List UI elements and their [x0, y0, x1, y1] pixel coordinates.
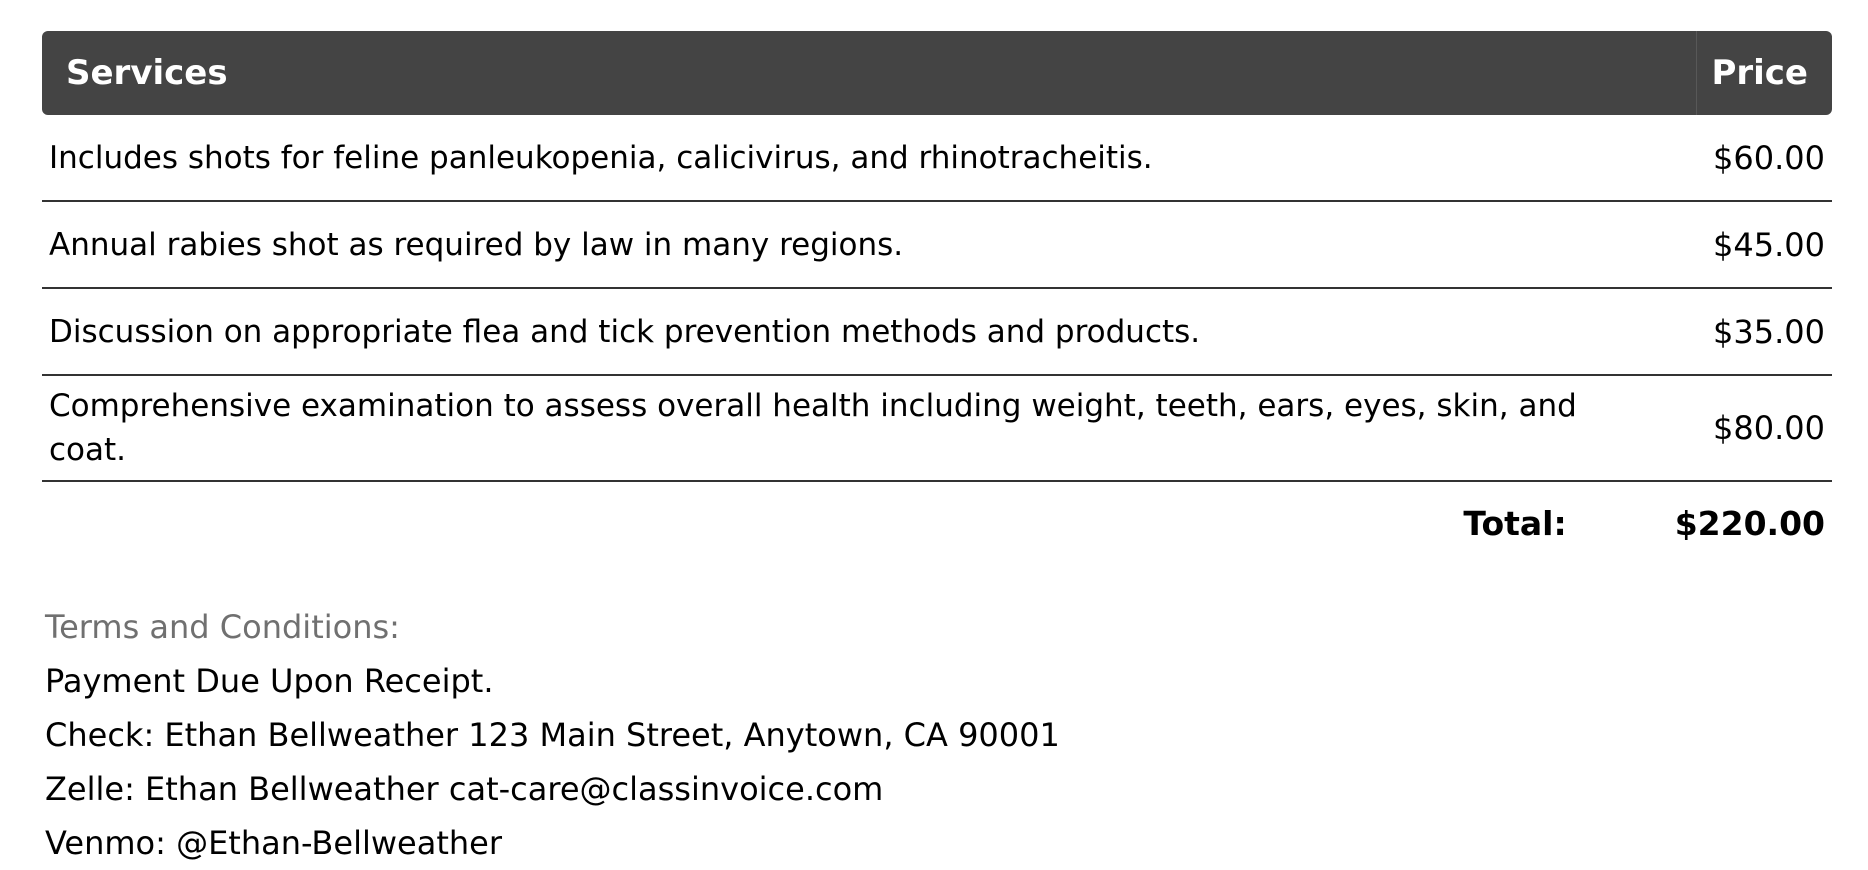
- zelle-payment-info: Zelle: Ethan Bellweather cat-care@classinvoice.com: [45, 770, 884, 808]
- terms-section: [45, 600, 1060, 870]
- total-label: Total:: [1463, 504, 1567, 543]
- price-column-header: Price: [1696, 31, 1832, 115]
- table-row: [42, 115, 1832, 202]
- services-table: [42, 31, 1832, 565]
- table-row: [42, 202, 1832, 289]
- table-row: [42, 289, 1832, 376]
- venmo-payment-info: Venmo: @Ethan-Bellweather: [45, 824, 502, 862]
- service-price: $45.00: [1713, 225, 1825, 264]
- total-value: $220.00: [1674, 504, 1825, 543]
- terms-title: Terms and Conditions:: [45, 608, 400, 646]
- check-payment-info: Check: Ethan Bellweather 123 Main Street, Anytown, CA 90001: [45, 716, 1060, 754]
- service-description: Discussion on appropriate flea and tick prevention methods and products.: [49, 313, 1201, 350]
- service-description: Comprehensive examination to assess overall health including weight, teeth, ears, eyes, skin, and coat.: [49, 388, 1577, 468]
- services-column-header: Services: [66, 53, 228, 93]
- service-description: Annual rabies shot as required by law in many regions.: [49, 226, 904, 263]
- total-row: [42, 482, 1832, 565]
- service-price: $60.00: [1713, 138, 1825, 177]
- table-row: [42, 376, 1832, 482]
- payment-terms: Payment Due Upon Receipt.: [45, 662, 494, 700]
- table-header: [42, 31, 1832, 115]
- service-price: $80.00: [1713, 409, 1825, 447]
- service-description: Includes shots for feline panleukopenia, calicivirus, and rhinotracheitis.: [49, 139, 1153, 176]
- service-price: $35.00: [1713, 312, 1825, 351]
